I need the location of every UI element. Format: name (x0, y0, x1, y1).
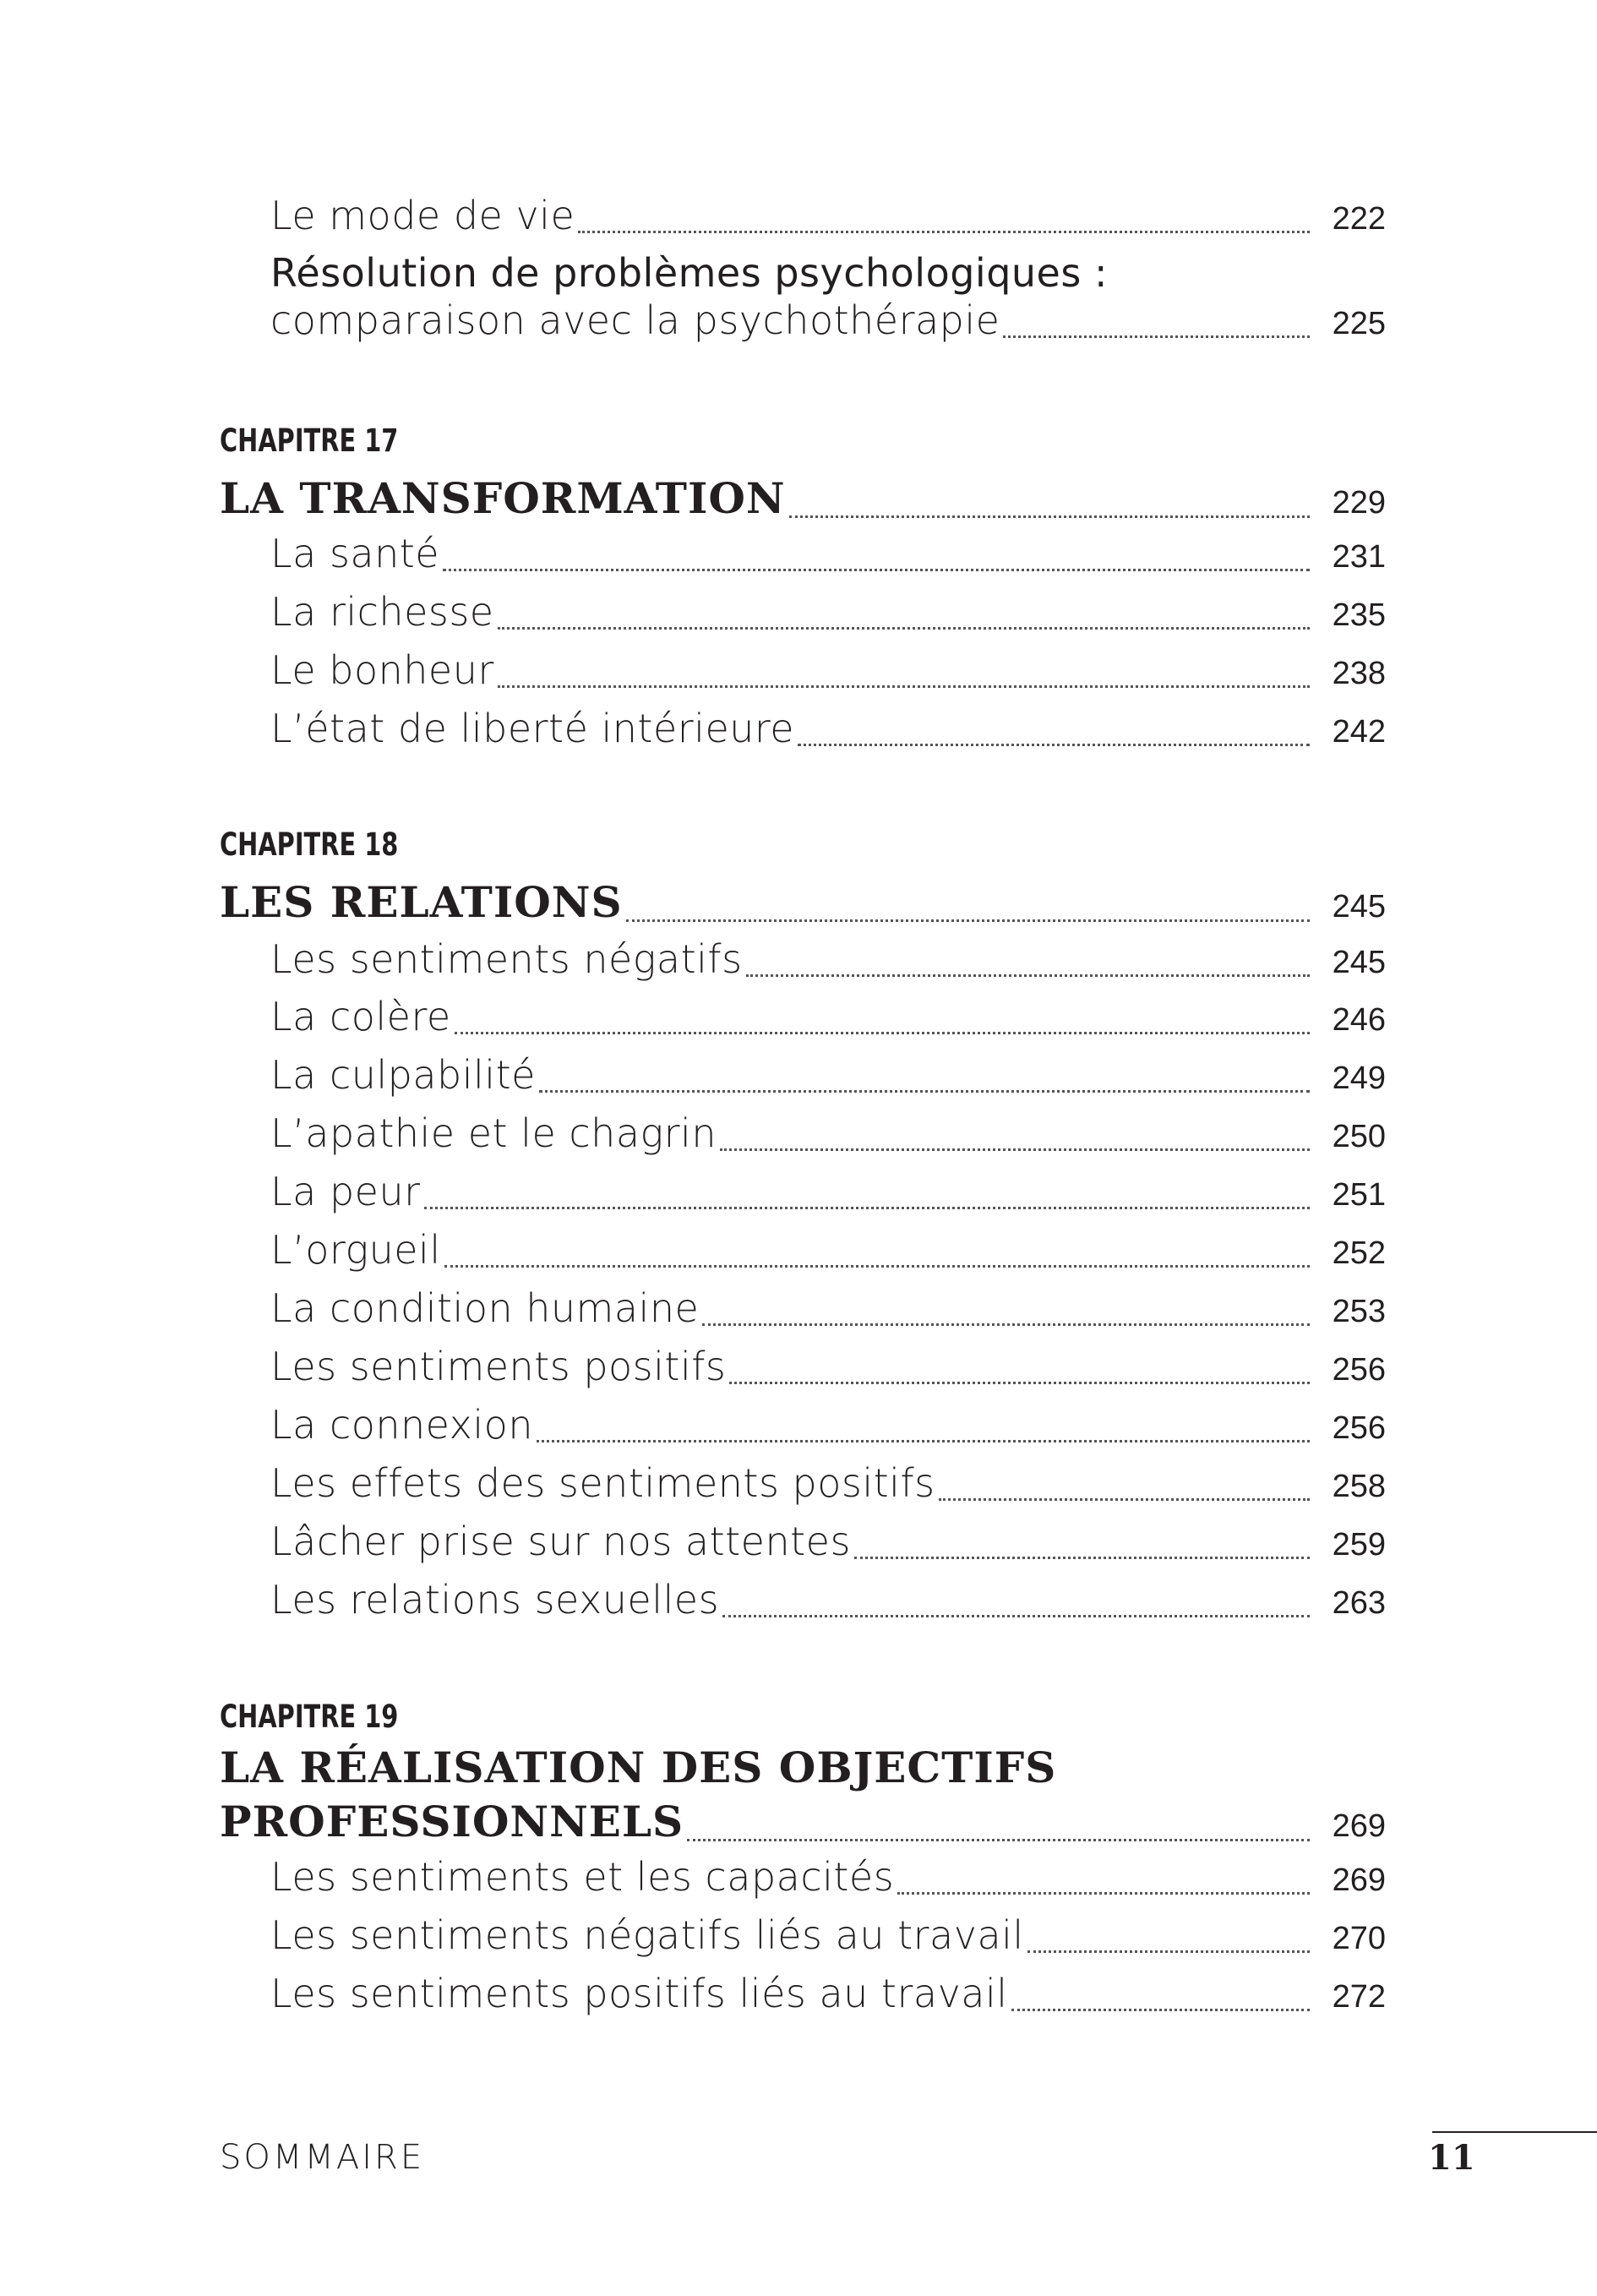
toc-entry-page: 242 (1332, 714, 1386, 750)
chapter-number: CHAPITRE 17 (220, 423, 399, 459)
dot-leader (746, 973, 1310, 977)
dot-leader (537, 1439, 1310, 1442)
toc-entry[interactable] (270, 1227, 1386, 1273)
toc-entry[interactable] (270, 1577, 1386, 1622)
toc-entry-page: 251 (1332, 1177, 1386, 1213)
toc-entry-label: Les sentiments et les capacités (270, 1854, 895, 1900)
toc-entry-page: 246 (1332, 1002, 1386, 1038)
toc-entry-page: 256 (1332, 1410, 1386, 1446)
chapter-title-line1: LA RÉALISATION DES OBJECTIFS (220, 1742, 1057, 1792)
dot-leader (443, 568, 1310, 571)
dot-leader (939, 1497, 1310, 1501)
dot-leader (798, 743, 1310, 746)
dot-leader (578, 230, 1310, 233)
dot-leader (1027, 1950, 1310, 1953)
toc-entry-page: 235 (1332, 597, 1386, 633)
toc-entry[interactable] (270, 1854, 1386, 1900)
toc-entry-page: 259 (1332, 1527, 1386, 1562)
toc-entry[interactable] (270, 1052, 1386, 1098)
toc-entry-label: Les sentiments négatifs (270, 936, 743, 982)
toc-entry-page: 245 (1332, 945, 1386, 980)
dot-leader (720, 1148, 1310, 1151)
dot-leader (539, 1089, 1310, 1093)
dot-leader (722, 1614, 1310, 1617)
toc-entry-label: Les sentiments positifs liés au travail (270, 1971, 1008, 2016)
toc-entry-label: L’orgueil (270, 1227, 441, 1273)
dot-leader (626, 919, 1310, 922)
dot-leader (1011, 2008, 1310, 2011)
toc-entry[interactable] (270, 531, 1386, 576)
toc-entry-label: Le bonheur (270, 647, 494, 693)
toc-entry-page: 252 (1332, 1235, 1386, 1271)
toc-entry-label: La peur (270, 1169, 421, 1214)
toc-entry-page: 250 (1332, 1119, 1386, 1154)
toc-entry-label: Les effets des sentiments positifs (270, 1460, 935, 1506)
toc-entry-label: L’état de liberté intérieure (270, 706, 795, 751)
toc-entry[interactable] (270, 1344, 1386, 1389)
toc-entry[interactable] (270, 1912, 1386, 1958)
footer-rule (1432, 2131, 1597, 2133)
toc-entry-label: La colère (270, 994, 451, 1039)
dot-leader (444, 1264, 1310, 1268)
toc-entry-label: L’apathie et le chagrin (270, 1110, 717, 1156)
chapter-title-row[interactable] (220, 877, 1386, 927)
footer-section-label: SOMMAIRE (220, 2138, 425, 2177)
chapter-number: CHAPITRE 19 (220, 1699, 399, 1735)
toc-entry-page: 225 (1332, 306, 1386, 341)
dot-leader (854, 1556, 1310, 1559)
toc-entry-page: 231 (1332, 539, 1386, 575)
chapter-number: CHAPITRE 18 (220, 826, 399, 863)
toc-entry-page: 256 (1332, 1352, 1386, 1388)
toc-entry[interactable] (270, 589, 1386, 635)
toc-entry-page: 270 (1332, 1921, 1386, 1956)
chapter-page: 229 (1332, 485, 1386, 521)
toc-entry[interactable] (270, 297, 1386, 343)
toc-entry-label: La connexion (270, 1402, 533, 1448)
toc-entry[interactable] (270, 1169, 1386, 1214)
toc-entry-label: Les sentiments positifs (270, 1344, 727, 1389)
dot-leader (702, 1323, 1310, 1326)
toc-entry-page: 258 (1332, 1469, 1386, 1504)
toc-entry-page: 253 (1332, 1294, 1386, 1329)
toc-entry-label: Les sentiments négatifs liés au travail (270, 1912, 1024, 1958)
toc-entry-page: 269 (1332, 1862, 1386, 1898)
toc-entry[interactable] (270, 936, 1386, 982)
toc-entry[interactable] (270, 706, 1386, 751)
chapter-title-row[interactable] (220, 473, 1386, 523)
toc-entry-label: La santé (270, 531, 440, 576)
toc-entry-label: Les relations sexuelles (270, 1577, 720, 1622)
chapter-title-row[interactable] (220, 1797, 1386, 1846)
dot-leader (498, 626, 1310, 630)
dot-leader (1003, 335, 1310, 338)
toc-entry[interactable] (270, 1460, 1386, 1506)
toc-entry[interactable] (270, 1285, 1386, 1331)
toc-entry-label: Lâcher prise sur nos attentes (270, 1519, 851, 1564)
footer-page-number: 11 (1428, 2138, 1475, 2178)
toc-entry-label: comparaison avec la psychothérapie (270, 297, 1000, 343)
dot-leader (498, 684, 1310, 688)
toc-entry-label: La condition humaine (270, 1285, 700, 1331)
toc-entry-page: 263 (1332, 1585, 1386, 1621)
toc-entry-page: 238 (1332, 656, 1386, 691)
toc-entry-page: 272 (1332, 1979, 1386, 2015)
toc-entry-label: La richesse (270, 589, 494, 635)
toc-entry-label-line1: Résolution de problèmes psychologiques : (270, 250, 1108, 296)
chapter-title: LES RELATIONS (220, 877, 623, 927)
toc-entry[interactable] (270, 1402, 1386, 1448)
toc-entry[interactable] (270, 994, 1386, 1039)
toc-entry[interactable] (270, 1110, 1386, 1156)
toc-entry[interactable] (270, 193, 1386, 238)
chapter-page: 245 (1332, 889, 1386, 924)
dot-leader (729, 1381, 1310, 1384)
dot-leader (897, 1891, 1310, 1895)
dot-leader (789, 515, 1310, 518)
chapter-page: 269 (1332, 1808, 1386, 1844)
dot-leader (687, 1838, 1310, 1841)
toc-entry[interactable] (270, 647, 1386, 693)
toc-entry[interactable] (270, 1971, 1386, 2016)
toc-entry-label: La culpabilité (270, 1052, 536, 1098)
dot-leader (455, 1031, 1310, 1034)
dot-leader (424, 1206, 1310, 1209)
toc-entry-label: Le mode de vie (270, 193, 575, 238)
toc-entry-page: 222 (1332, 201, 1386, 237)
toc-entry-page: 249 (1332, 1061, 1386, 1096)
chapter-title: LA TRANSFORMATION (220, 473, 786, 523)
chapter-title: PROFESSIONNELS (220, 1797, 684, 1846)
toc-entry[interactable] (270, 1519, 1386, 1564)
